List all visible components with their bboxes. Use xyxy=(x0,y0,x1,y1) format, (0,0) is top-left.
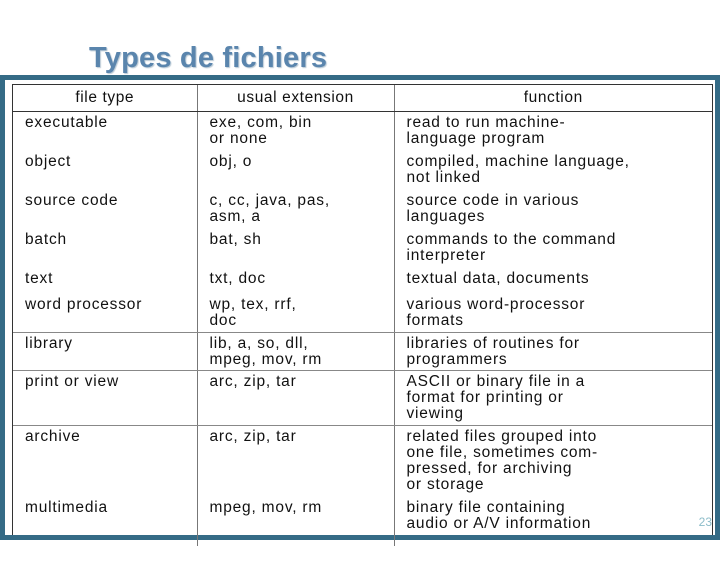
cell-usual-extension: lib, a, so, dll, mpeg, mov, rm xyxy=(197,333,394,371)
cell-usual-extension: c, cc, java, pas, asm, a xyxy=(197,190,394,229)
header-function: function xyxy=(394,85,712,112)
cell-file-type: executable xyxy=(25,114,108,131)
cell-function: commands to the command interpreter xyxy=(394,229,712,268)
cell-usual-extension: wp, tex, rrf, doc xyxy=(197,294,394,333)
table-row xyxy=(13,190,712,229)
cell-usual-extension: txt, doc xyxy=(197,268,394,294)
cell-file-type: print or view xyxy=(13,371,197,426)
table-row xyxy=(13,333,712,371)
header-usual-extension: usual extension xyxy=(197,85,394,112)
table-row xyxy=(13,371,712,426)
cell-file-type: object xyxy=(25,152,72,170)
cell-function: related files grouped into one file, sometimes com- pressed, for archiving or storage xyxy=(394,426,712,497)
cell-file-type: text xyxy=(25,269,54,287)
table-row xyxy=(13,497,712,546)
file-types-table xyxy=(12,84,713,535)
table-header-row xyxy=(13,85,712,112)
table-row xyxy=(13,151,712,190)
table-row xyxy=(13,112,712,151)
cell-function: ASCII or binary file in a format for printing or viewing xyxy=(394,371,712,426)
cell-file-type: word processor xyxy=(13,294,197,333)
header-file-type: file type xyxy=(13,85,197,112)
content-frame xyxy=(0,75,720,540)
cell-file-type: batch xyxy=(25,230,67,248)
cell-usual-extension: arc, zip, tar xyxy=(197,426,394,497)
cell-file-type: multimedia xyxy=(25,498,108,516)
page-number: 23 xyxy=(698,515,712,529)
cell-function: compiled, machine language, not linked xyxy=(394,151,712,190)
cell-usual-extension: arc, zip, tar xyxy=(197,371,394,426)
cell-file-type: archive xyxy=(25,428,81,445)
table-row xyxy=(13,229,712,268)
cell-function: binary file containing audio or A/V information xyxy=(394,497,712,546)
cell-function: read to run machine- language program xyxy=(394,112,712,151)
cell-function: source code in various languages xyxy=(394,190,712,229)
cell-usual-extension: exe, com, bin or none xyxy=(197,112,394,151)
cell-function: textual data, documents xyxy=(394,268,712,294)
cell-usual-extension: mpeg, mov, rm xyxy=(197,497,394,546)
cell-usual-extension: bat, sh xyxy=(197,229,394,268)
cell-file-type: library xyxy=(13,333,197,371)
cell-usual-extension: obj, o xyxy=(197,151,394,190)
table-row xyxy=(13,426,712,497)
cell-function: various word-processor formats xyxy=(394,294,712,333)
table-row xyxy=(13,294,712,333)
table-row xyxy=(13,268,712,294)
cell-file-type: source code xyxy=(25,191,119,209)
cell-function: libraries of routines for programmers xyxy=(394,333,712,371)
slide-title: Types de fichiers xyxy=(89,42,328,74)
